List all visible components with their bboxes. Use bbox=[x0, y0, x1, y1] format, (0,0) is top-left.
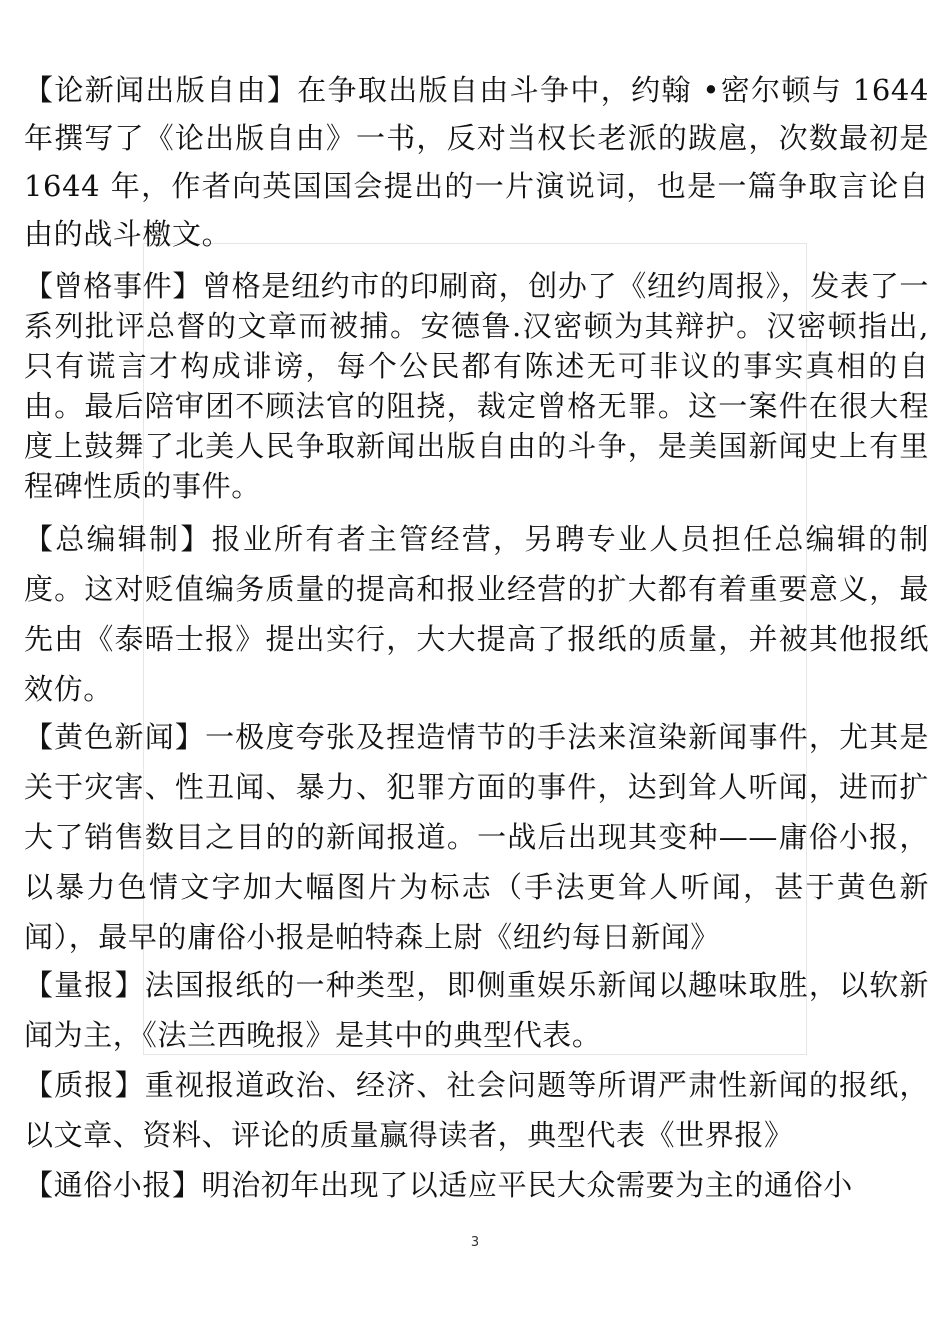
page-number: 3 bbox=[470, 1235, 480, 1250]
entry-quality-paper bbox=[24, 1060, 929, 1160]
entry-term: 【质报】 bbox=[24, 1068, 145, 1102]
entry-text: 在争取出版自由斗争中，约翰 •密尔顿与 1644 年撰写了《论出版自由》一书，反对当权长老派的跋扈，次数最初是 1644 年，作者向英国国会提出的一片演说词，也是一篇争取言论自由的战斗檄文。 bbox=[24, 73, 929, 251]
entry-yellow-journalism bbox=[24, 712, 929, 962]
entry-term: 【黄色新闻】 bbox=[24, 720, 206, 754]
entry-text: 一极度夸张及捏造情节的手法来渲染新闻事件，尤其是关于灾害、性丑闻、暴力、犯罪方面的事件，达到耸人听闻，进而扩大了销售数目之目的的新闻报道。一战后出现其变种——庸俗小报，以暴力色情文字加大幅图片为标志（手法更耸人听闻，甚于黄色新闻），最早的庸俗小报是帕特森上尉《纽约每日新闻》 bbox=[24, 720, 929, 954]
entry-text: 曾格是纽约市的印刷商，创办了《纽约周报》，发表了一系列批评总督的文章而被捕。安德鲁.汉密顿为其辩护。汉密顿指出,只有谎言才构成诽谤，每个公民都有陈述无可非议的事实真相的自由。最后陪审团不顾法官的阻挠，裁定曾格无罪。这一案件在很大程度上鼓舞了北美人民争取新闻出版自由的斗争，是美国新闻史上有里程碑性质的事件。 bbox=[24, 269, 929, 503]
entry-term: 【曾格事件】 bbox=[24, 269, 202, 303]
entry-term: 【量报】 bbox=[24, 968, 145, 1002]
entry-term: 【论新闻出版自由】 bbox=[24, 73, 298, 107]
entry-popular-tabloid bbox=[24, 1160, 929, 1210]
entry-text: 明治初年出现了以适应平民大众需要为主的通俗小 bbox=[201, 1168, 853, 1202]
entry-term: 【总编辑制】 bbox=[24, 522, 212, 556]
entry-text: 报业所有者主管经营，另聘专业人员担任总编辑的制度。这对贬值编务质量的提高和报业经营的扩大都有着重要意义，最先由《泰晤士报》提出实行，大大提高了报纸的质量，并被其他报纸效仿。 bbox=[24, 522, 929, 706]
entry-term: 【通俗小报】 bbox=[24, 1168, 202, 1202]
entry-editor-in-chief-system bbox=[24, 514, 929, 714]
entry-text: 重视报道政治、经济、社会问题等所谓严肃性新闻的报纸，以文章、资料、评论的质量赢得读者，典型代表《世界报》 bbox=[24, 1068, 929, 1152]
entry-text: 法国报纸的一种类型，即侧重娱乐新闻以趣味取胜，以软新闻为主，《法兰西晚报》是其中的典型代表。 bbox=[24, 968, 929, 1052]
entry-zenger-case bbox=[24, 266, 929, 506]
entry-quantity-paper bbox=[24, 960, 929, 1060]
entry-press-freedom bbox=[24, 66, 929, 258]
